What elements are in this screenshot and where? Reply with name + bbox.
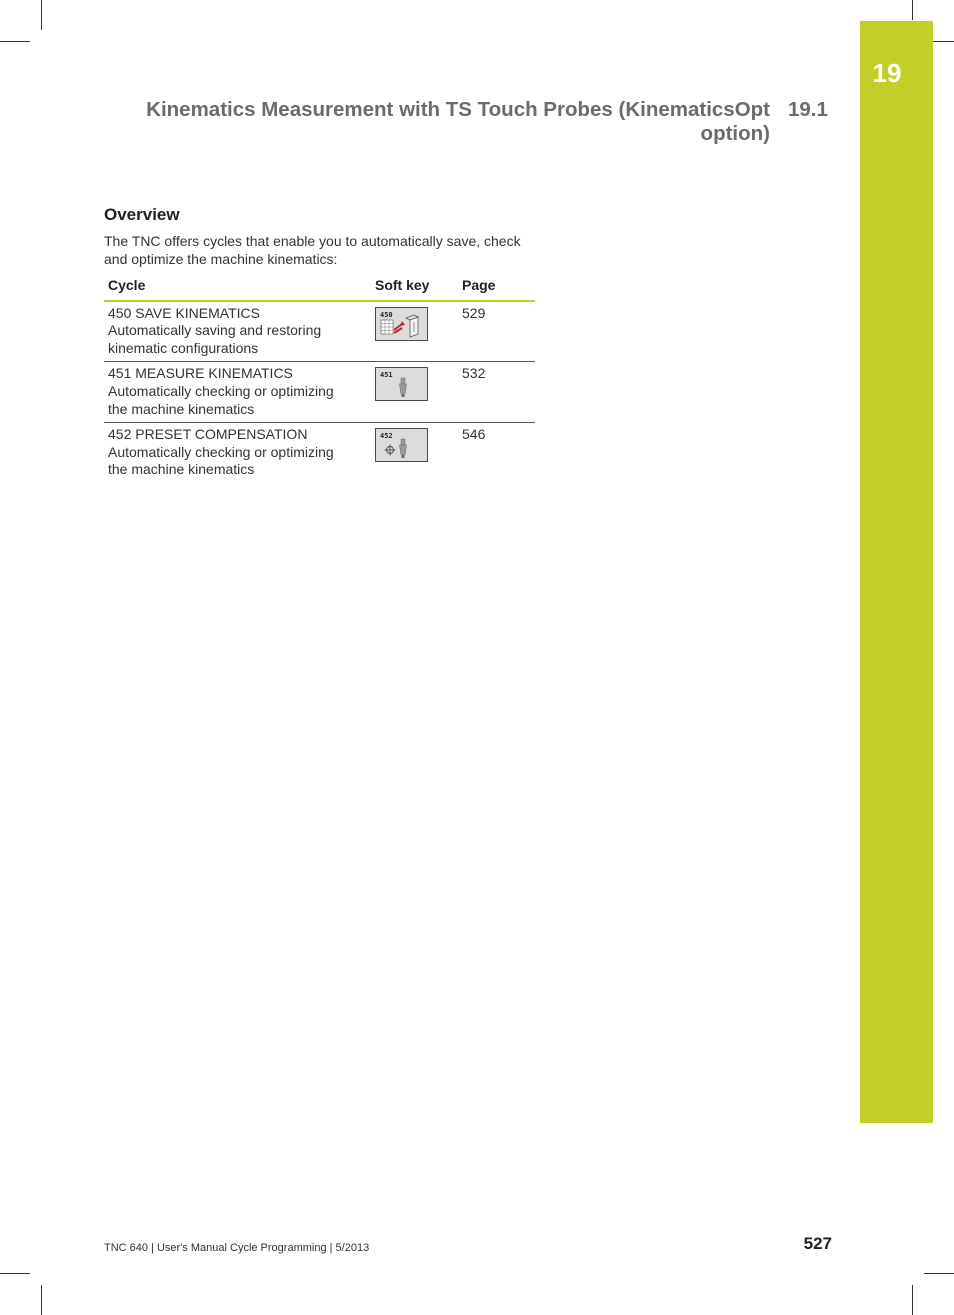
cycle-cell xyxy=(104,423,371,483)
softkey-label: 452 xyxy=(380,432,393,441)
softkey-452-button[interactable] xyxy=(375,428,428,462)
cycle-name: 452 PRESET COMPENSATION xyxy=(108,426,308,443)
page-cell: 532 xyxy=(458,362,535,423)
cycle-description: Automatically checking or optimizing xyxy=(108,443,334,460)
intro-paragraph: The TNC offers cycles that enable you to automatically save, check and optimize the machine kinematics: xyxy=(104,233,521,267)
cycle-description: the machine kinematics xyxy=(108,461,255,478)
crop-mark xyxy=(0,1273,30,1274)
running-head-title xyxy=(100,98,770,146)
chapter-number: 19 xyxy=(872,58,902,88)
cycle-description: kinematic configurations xyxy=(108,339,259,356)
crop-mark xyxy=(0,41,30,42)
softkey-451-button[interactable] xyxy=(375,367,428,401)
crop-mark xyxy=(924,1273,954,1274)
cycle-description: the machine kinematics xyxy=(108,400,255,417)
cycle-description: Automatically saving and restoring xyxy=(108,322,322,339)
crop-mark xyxy=(912,0,913,20)
page-cell: 529 xyxy=(462,304,486,321)
page-number: 527 xyxy=(803,1234,832,1253)
header-page: Page xyxy=(458,274,535,301)
softkey-450-button[interactable] xyxy=(375,307,428,341)
softkey-cell xyxy=(371,362,458,423)
preset-probe-icon xyxy=(376,429,427,461)
softkey-label: 451 xyxy=(380,371,393,380)
footer-text: TNC 640 | User's Manual Cycle Programming | 5/2013 xyxy=(104,1242,370,1254)
table-row xyxy=(104,301,535,362)
cycle-name: 451 MEASURE KINEMATICS xyxy=(108,365,293,382)
cycle-cell xyxy=(104,362,371,423)
page-cell: 546 xyxy=(458,423,535,483)
running-head-line-2: option) xyxy=(700,122,770,145)
table-row xyxy=(104,362,535,423)
cycles-table xyxy=(104,274,535,483)
cycle-name: 450 SAVE KINEMATICS xyxy=(108,304,260,321)
crop-mark xyxy=(912,1285,913,1315)
cycle-description: Automatically checking or optimizing xyxy=(108,382,334,399)
header-cycle: Cycle xyxy=(104,274,371,301)
softkey-cell xyxy=(371,423,458,483)
header-soft-key: Soft key xyxy=(371,274,458,301)
running-head-line-1: Kinematics Measurement with TS Touch Probes (KinematicsOpt xyxy=(146,98,770,121)
chapter-tab xyxy=(860,21,933,1123)
touch-probe-icon xyxy=(376,368,427,400)
save-kinematics-icon xyxy=(376,308,427,340)
crop-mark xyxy=(41,1285,42,1315)
softkey-label: 450 xyxy=(380,310,393,319)
softkey-cell xyxy=(371,301,458,362)
section-title: Overview xyxy=(104,205,180,224)
crop-mark xyxy=(41,0,42,30)
cycle-cell xyxy=(104,301,371,362)
table-header-row xyxy=(104,274,535,301)
table-row xyxy=(104,423,535,483)
section-number: 19.1 xyxy=(788,98,828,121)
